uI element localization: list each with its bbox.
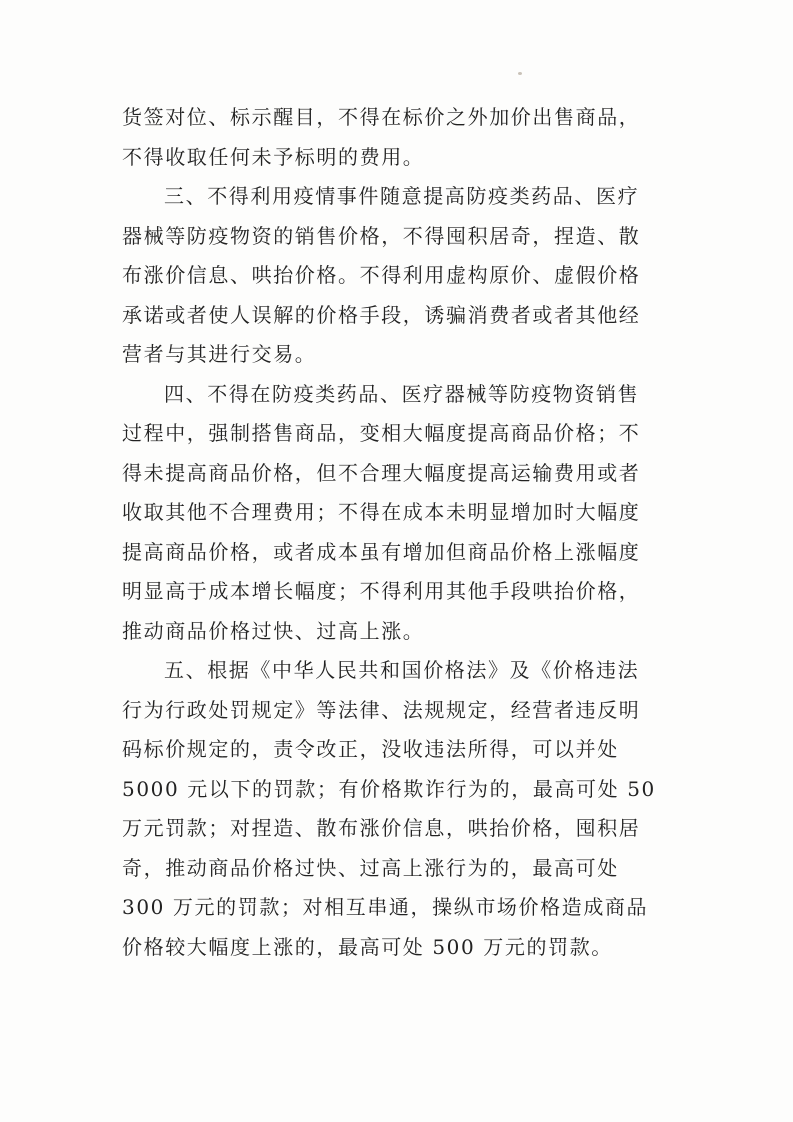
text-line: 得未提高商品价格，但不合理大幅度提高运输费用或者 (122, 460, 641, 485)
text-line: 码标价规定的，责令改正，没收违法所得，可以并处 (122, 737, 619, 761)
text-line: 万元罚款；对捏造、散布涨价信息，哄抬价格，囤积居 (122, 816, 641, 840)
text-line: 三、不得利用疫情事件随意提高防疫类药品、医疗 (164, 184, 640, 208)
document-body (122, 98, 674, 967)
text-line: 明显高于成本增长幅度；不得利用其他手段哄抬价格， (122, 579, 641, 603)
text-line: 承诺或者使人误解的价格手段，诱骗消费者或者其他经 (122, 302, 641, 327)
text-line: 四、不得在防疫类药品、医疗器械等防疫物资销售 (164, 381, 640, 406)
text-line: 不得收取任何未予标明的费用。 (122, 144, 425, 169)
text-line: 货签对位、标示醒目，不得在标价之外加价出售商品， (122, 105, 641, 129)
text-line: 行为行政处罚规定》等法律、法规规定，经营者违反明 (122, 697, 641, 722)
text-line: 五、根据《中华人民共和国价格法》及《价格违法 (164, 658, 640, 682)
paragraph-item-three (122, 177, 674, 375)
text-line: 奇，推动商品价格过快、过高上涨行为的，最高可处 (122, 855, 619, 880)
text-line: 5000 元以下的罚款；有价格欺诈行为的，最高可处 50 (122, 776, 656, 801)
text-line: 价格较大幅度上涨的，最高可处 500 万元的罚款。 (122, 934, 613, 959)
paragraph-continuation (122, 98, 674, 177)
text-line: 300 万元的罚款；对相互串通，操纵市场价格造成商品 (122, 895, 649, 919)
text-line: 提高商品价格，或者成本虽有增加但商品价格上涨幅度 (122, 539, 641, 564)
text-line: 推动商品价格过快、过高上涨。 (122, 618, 425, 643)
paper-speck (518, 72, 522, 75)
paragraph-item-five (122, 651, 674, 967)
text-line: 布涨价信息、哄抬价格。不得利用虚构原价、虚假价格 (122, 263, 641, 287)
text-line: 器械等防疫物资的销售价格，不得囤积居奇，捏造、散 (122, 223, 641, 248)
text-line: 过程中，强制搭售商品，变相大幅度提高商品价格；不 (122, 421, 641, 445)
text-line: 营者与其进行交易。 (122, 342, 317, 366)
paragraph-item-four (122, 375, 674, 652)
text-line: 收取其他不合理费用；不得在成本未明显增加时大幅度 (122, 500, 641, 524)
